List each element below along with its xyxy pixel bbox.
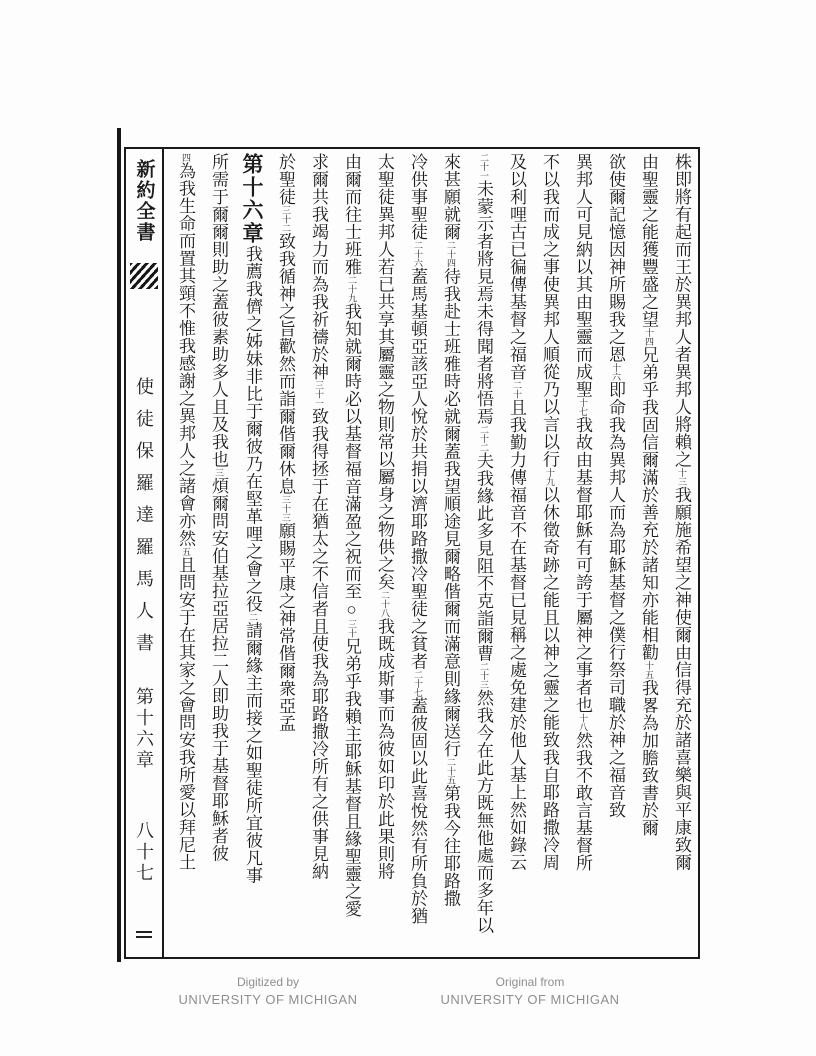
scripture-text: 我知就爾時必以基督福音滿盈之祝而至○ xyxy=(342,302,361,620)
verse-number: 十八 xyxy=(578,713,588,732)
chapter-heading: 第十六章 xyxy=(240,153,264,245)
watermark-left-line1: Digitized by xyxy=(236,975,300,989)
scripture-text: 蓋彼固以此喜悅然有所負於猶 xyxy=(408,697,427,925)
verse-number: 二十二 xyxy=(479,425,489,452)
verse-number: 三 xyxy=(214,468,224,477)
verse-number: 十七 xyxy=(578,398,588,416)
verse-number: 二 xyxy=(248,612,258,622)
text-column xyxy=(169,153,202,953)
scripture-text: 及以利哩古已徧傳基督之福音 xyxy=(507,153,526,381)
text-column xyxy=(434,153,467,953)
watermark-right-line1: Original from xyxy=(495,975,565,989)
scripture-text: 煩爾問安伯基拉亞居拉二人即助我于基督耶穌者彼 xyxy=(209,477,228,862)
scripture-text: 我畧為加膽致書於爾 xyxy=(639,679,658,837)
scripture-text: 由聖靈之能獲豐盛之望 xyxy=(639,153,658,328)
scripture-text: 我願施希望之神使爾由信得充於諸喜樂與平康致爾 xyxy=(672,486,691,871)
scripture-text: 欲使爾記憶因神所賜我之恩 xyxy=(606,153,625,363)
scripture-text: 且我勤力傳福音不在基督已見稱之處免建於他人基上然如錄云 xyxy=(507,398,526,871)
page-number: 八十七 xyxy=(134,821,154,884)
verse-number: 二十三 xyxy=(479,662,489,689)
verse-number: 五 xyxy=(181,547,191,556)
page-gutter-line xyxy=(117,128,121,962)
scripture-text: 求爾共我竭力而為我祈禱於神 xyxy=(309,153,328,381)
scripture-text: 蓋馬基頓亞該亞人悅於共捐以濟耶路撒冷聖徒之貧者 xyxy=(408,267,427,670)
text-column xyxy=(533,153,566,953)
scripture-text: 以休徵奇跡之能且以神之靈之能致我自耶路撒冷周 xyxy=(540,486,559,871)
scripture-text: 然我不敢言基督所 xyxy=(573,731,592,872)
column-mark xyxy=(136,931,152,933)
scripture-text: 我薦我儕之姊妹非比于爾彼乃在堅革哩之會之役 xyxy=(243,245,262,613)
scripture-text: 第我今往耶路撒 xyxy=(441,784,460,907)
text-column xyxy=(335,153,368,953)
verse-number: 三十二 xyxy=(281,205,291,233)
scripture-text: 兄弟乎我賴主耶穌基督且緣聖靈之愛 xyxy=(342,637,361,918)
scripture-text: 太聖徒異邦人若已共享其屬靈之物則常以屬身之物供之矣 xyxy=(375,153,394,591)
verse-number: 二十五 xyxy=(446,757,456,785)
verse-number: 十三 xyxy=(677,468,687,486)
scripture-text: 株即將有起而王於異邦人者異邦人將賴之 xyxy=(672,153,691,468)
verse-number: 二十七 xyxy=(413,670,423,697)
watermark-right-line2: UNIVERSITY OF MICHIGAN xyxy=(440,992,620,1007)
verse-number: 二十八 xyxy=(380,590,390,618)
text-column xyxy=(599,153,632,953)
text-column xyxy=(665,153,698,953)
scripture-text: 於聖徒 xyxy=(276,153,295,206)
text-column xyxy=(235,153,269,953)
text-columns xyxy=(166,150,698,956)
scripture-text: 冷供事聖徒 xyxy=(408,153,427,241)
scripture-text: 所需于爾爾則助之蓋彼素助多人且及我也 xyxy=(209,153,228,468)
chapter-marker: 第十六章 xyxy=(134,687,154,771)
scripture-text: 夫我緣此多見阻不克詣爾曹 xyxy=(474,452,493,662)
scripture-text: 即命我為異邦人而為耶穌基督之僕行祭司職於神之福音致 xyxy=(606,381,625,819)
verse-number: 三十一 xyxy=(314,380,324,408)
text-column xyxy=(269,153,302,953)
title-column xyxy=(126,149,164,957)
verse-number: 十六 xyxy=(611,363,621,381)
scripture-text: 致我得拯于在猶太之不信者且使我為耶路撒冷所有之供事見納 xyxy=(309,407,328,880)
text-column xyxy=(401,153,434,953)
verse-number: 二十一 xyxy=(479,153,489,180)
scripture-text: 願賜平康之神常偕爾衆亞孟 xyxy=(276,522,295,732)
verse-number: 三十 xyxy=(347,619,357,638)
verse-number: 三十三 xyxy=(281,495,291,522)
scripture-text: 由爾而往士班雅 xyxy=(342,153,361,276)
watermark-left xyxy=(158,975,378,1007)
verse-number: 十四 xyxy=(644,328,654,346)
scripture-text: 請爾緣主而接之如聖徒所宜彼凡事 xyxy=(243,621,262,884)
verse-number: 四 xyxy=(181,153,191,162)
verse-number: 十五 xyxy=(644,661,654,679)
verse-number: 二十九 xyxy=(347,275,357,303)
text-column xyxy=(202,153,235,953)
text-column xyxy=(368,153,401,953)
text-column xyxy=(467,153,500,953)
text-column xyxy=(302,153,335,953)
fishtail-mark xyxy=(130,263,158,289)
scripture-text: 致我循神之旨歡然而詣爾偕爾休息 xyxy=(276,232,295,495)
text-column xyxy=(500,153,533,953)
watermark-left-line2: UNIVERSITY OF MICHIGAN xyxy=(178,992,358,1007)
scripture-text: 我故由基督耶穌有可誇于屬神之事者也 xyxy=(573,416,592,714)
watermark-right xyxy=(400,975,660,1007)
scripture-text: 我既成斯事而為彼如印於此果則將 xyxy=(375,617,394,880)
scripture-text: 然我今在此方既無他處而多年以 xyxy=(474,689,493,934)
scripture-text: 待我赴士班雅時必就爾蓋我望順途見爾略偕爾而滿意則緣爾送行 xyxy=(441,267,460,758)
text-column xyxy=(566,153,599,953)
verse-number: 二十六 xyxy=(413,240,423,268)
scripture-text: 來甚願就爾 xyxy=(441,153,460,241)
scripture-text: 兄弟乎我固信爾滿於善充於諸知亦能相勸 xyxy=(639,346,658,661)
scripture-text: 異邦人可見納以其由聖靈而成聖 xyxy=(573,153,592,398)
book-title: 新約全書 xyxy=(133,159,155,243)
section-title: 使徒保羅達羅馬人書 xyxy=(134,377,154,665)
scripture-text: 且問安于在其家之會問安我所愛以拜尼土 xyxy=(176,556,195,871)
scripture-text: 未蒙示者將見焉未得聞者將悟焉 xyxy=(474,180,493,425)
verse-number: 二十四 xyxy=(446,240,456,268)
verse-number: 二十 xyxy=(512,380,522,399)
scripture-text: 不以我而成之事使異邦人順從乃以言以行 xyxy=(540,153,559,468)
text-column xyxy=(632,153,665,953)
verse-number: 十九 xyxy=(545,468,555,486)
scripture-text: 為我生命而置其頸不惟我感謝之異邦人之諸會亦然 xyxy=(176,162,195,547)
